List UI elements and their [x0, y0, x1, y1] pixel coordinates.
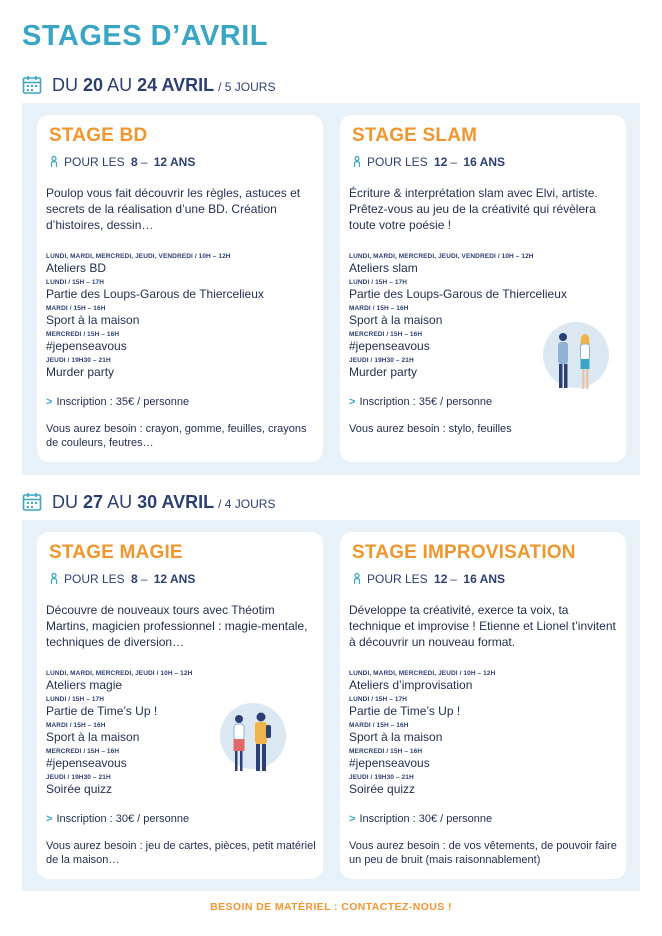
- age-range: POUR LES 12 – 16 ANS: [352, 572, 508, 586]
- stage-description: Poulop vous fait découvrir les règles, astuces et secrets de la réalisation d’une BD. Création d’histoires, dessin…: [46, 186, 301, 232]
- person-icon: [352, 156, 362, 168]
- chevron-right-icon: >: [46, 396, 53, 408]
- stage-card-improvisation: [340, 532, 626, 879]
- slot-activity: #jepenseavous: [46, 339, 127, 353]
- calendar-icon: [22, 75, 42, 95]
- slot-days: MERCREDI / 15H – 16H: [349, 331, 423, 338]
- slot-activity: #jepenseavous: [46, 756, 127, 770]
- slot-activity: #jepenseavous: [349, 756, 430, 770]
- chevron-right-icon: >: [46, 813, 53, 825]
- age-range: POUR LES 8 – 12 ANS: [49, 155, 198, 169]
- slot-days: MARDI / 15H – 16H: [46, 722, 106, 729]
- inscription-link[interactable]: > Inscription : 35€ / personne: [349, 396, 493, 408]
- age-range: POUR LES 12 – 16 ANS: [352, 155, 508, 169]
- slot-days: LUNDI, MARDI, MERCREDI, JEUDI, VENDREDI / 10H – 12H: [349, 253, 534, 260]
- person-icon: [49, 573, 59, 585]
- week-header-1: [22, 72, 275, 98]
- chevron-right-icon: >: [349, 813, 356, 825]
- stage-description: Développe ta créativité, exerce ta voix, ta technique et improvise ! Etienne et Lionel t’invitent à découvrir un nouveau format.: [349, 603, 616, 649]
- person-icon: [49, 156, 59, 168]
- slot-days: MERCREDI / 15H – 16H: [46, 331, 120, 338]
- slot-activity: Ateliers BD: [46, 261, 107, 275]
- inscription-link[interactable]: > Inscription : 30€ / personne: [349, 813, 493, 825]
- stage-description: Écriture & interprétation slam avec Elvi, artiste. Prêtez-vous au jeu de la créativité qui révèlera toute votre poésie !: [349, 186, 598, 232]
- stage-card-bd: [37, 115, 323, 462]
- contact-footer[interactable]: BESOIN DE MATÉRIEL : CONTACTEZ-NOUS !: [210, 901, 452, 913]
- materials-needed: Vous aurez besoin : de vos vêtements, de pouvoir faire un peu de bruit (mais raisonnablement): [349, 840, 617, 866]
- stage-title: STAGE MAGIE: [49, 542, 183, 563]
- slot-activity: Soirée quizz: [349, 782, 416, 796]
- slot-activity: Partie des Loups-Garous de Thiercelieux: [349, 287, 567, 301]
- schedule: [349, 666, 619, 796]
- slot-activity: Ateliers d’improvisation: [349, 678, 473, 692]
- couple-illustration: [217, 702, 287, 782]
- calendar-icon: [22, 492, 42, 512]
- couple-illustration: [540, 321, 610, 401]
- week-dates-1: DU 20 AU 24 AVRIL / 5 JOURS: [52, 74, 276, 95]
- slot-activity: Sport à la maison: [46, 313, 140, 327]
- slot-days: MARDI / 15H – 16H: [349, 722, 409, 729]
- slot-activity: Sport à la maison: [46, 730, 140, 744]
- stage-card-magie: [37, 532, 323, 879]
- slot-days: LUNDI / 15H – 17H: [349, 279, 408, 286]
- week-dates-2: DU 27 AU 30 AVRIL / 4 JOURS: [52, 491, 276, 512]
- age-range: POUR LES 8 – 12 ANS: [49, 572, 198, 586]
- slot-days: LUNDI, MARDI, MERCREDI, JEUDI / 10H – 12H: [46, 670, 193, 677]
- slot-activity: #jepenseavous: [349, 339, 430, 353]
- slot-activity: Partie de Time’s Up !: [349, 704, 461, 718]
- week-header-2: [22, 489, 275, 515]
- slot-activity: Soirée quizz: [46, 782, 113, 796]
- slot-days: JEUDI / 19H30 – 21H: [349, 774, 414, 781]
- stage-title: STAGE SLAM: [352, 125, 478, 146]
- slot-days: LUNDI / 15H – 17H: [46, 696, 105, 703]
- person-icon: [352, 573, 362, 585]
- slot-days: LUNDI, MARDI, MERCREDI, JEUDI / 10H – 12H: [349, 670, 496, 677]
- slot-days: LUNDI / 15H – 17H: [349, 696, 408, 703]
- slot-days: MERCREDI / 15H – 16H: [349, 748, 423, 755]
- materials-needed: Vous aurez besoin : crayon, gomme, feuilles, crayons de couleurs, feutres…: [46, 423, 307, 449]
- slot-days: LUNDI / 15H – 17H: [46, 279, 105, 286]
- week-duration: / 4 JOURS: [218, 496, 276, 511]
- week-duration: / 5 JOURS: [218, 79, 276, 94]
- slot-days: JEUDI / 19H30 – 21H: [46, 357, 111, 364]
- slot-days: LUNDI, MARDI, MERCREDI, JEUDI, VENDREDI / 10H – 12H: [46, 253, 231, 260]
- slot-activity: Murder party: [46, 365, 115, 379]
- slot-activity: Murder party: [349, 365, 418, 379]
- schedule: [46, 249, 316, 379]
- materials-needed: Vous aurez besoin : stylo, feuilles: [349, 423, 512, 435]
- slot-activity: Sport à la maison: [349, 730, 443, 744]
- slot-activity: Sport à la maison: [349, 313, 443, 327]
- inscription-link[interactable]: > Inscription : 30€ / personne: [46, 813, 190, 825]
- slot-days: MARDI / 15H – 16H: [46, 305, 106, 312]
- week-panel-2: [22, 520, 640, 891]
- slot-activity: Partie des Loups-Garous de Thiercelieux: [46, 287, 264, 301]
- slot-days: JEUDI / 19H30 – 21H: [349, 357, 414, 364]
- stage-card-slam: [340, 115, 626, 462]
- slot-days: JEUDI / 19H30 – 21H: [46, 774, 111, 781]
- stage-title: STAGE IMPROVISATION: [352, 542, 576, 563]
- stage-description: Découvre de nouveaux tours avec Théotim Martins, magicien professionnel : magie-mentale, techniques de diversion…: [46, 603, 308, 649]
- stage-title: STAGE BD: [49, 125, 148, 146]
- week-panel-1: [22, 103, 640, 475]
- slot-activity: Partie de Time’s Up !: [46, 704, 158, 718]
- slot-days: MARDI / 15H – 16H: [349, 305, 409, 312]
- materials-needed: Vous aurez besoin : jeu de cartes, pièces, petit matériel de la maison…: [46, 840, 316, 866]
- page-title: STAGES D’AVRIL: [22, 20, 268, 52]
- slot-activity: Ateliers slam: [349, 261, 418, 275]
- inscription-link[interactable]: > Inscription : 35€ / personne: [46, 396, 190, 408]
- chevron-right-icon: >: [349, 396, 356, 408]
- slot-days: MERCREDI / 15H – 16H: [46, 748, 120, 755]
- slot-activity: Ateliers magie: [46, 678, 123, 692]
